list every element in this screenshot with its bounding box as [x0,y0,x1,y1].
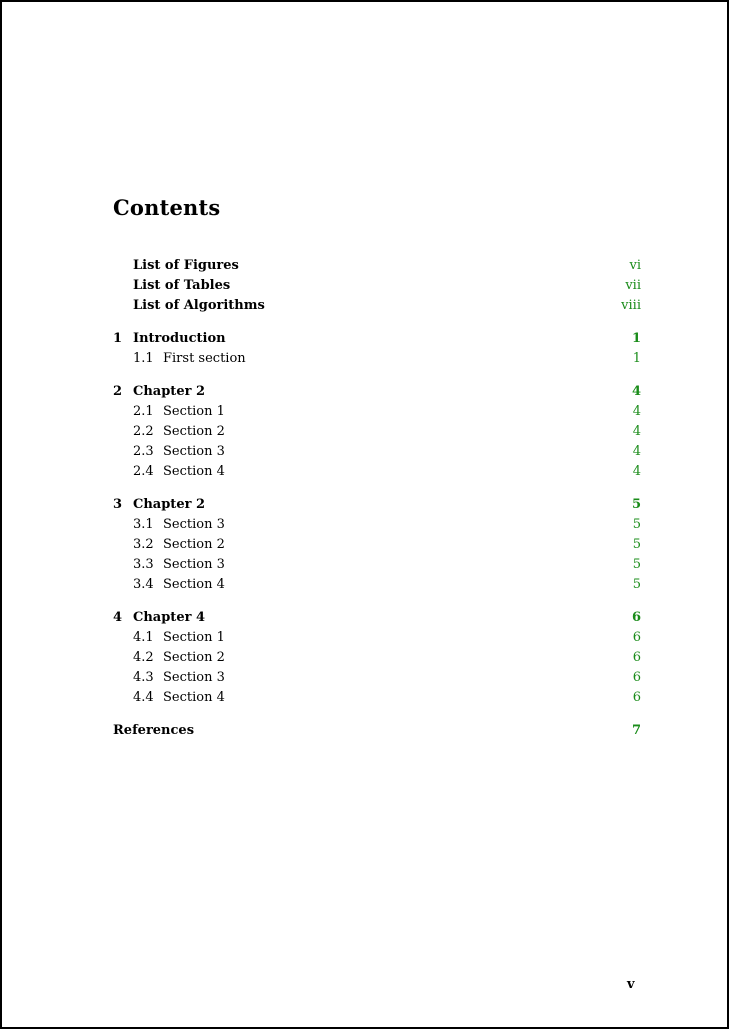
section-title: Section 4 [163,690,225,705]
section-title: Section 4 [163,464,225,479]
toc-page-link[interactable]: 4 [632,404,641,419]
toc-page-link[interactable]: 5 [632,537,641,552]
section-title: Section 3 [163,557,225,572]
toc-section-1-1[interactable] [113,349,641,369]
section-title: Section 2 [163,424,225,439]
toc-section-4-3[interactable] [113,668,641,688]
section-number: 4.1 [133,630,154,645]
toc-section-2-3[interactable] [113,442,641,462]
chapter-number: 2 [113,384,123,399]
toc-section-4-4[interactable] [113,688,641,708]
toc-entry-label: List of Algorithms [133,298,265,313]
toc-page-link[interactable]: 6 [631,610,641,625]
toc-section-4-2[interactable] [113,648,641,668]
toc-section-4-1[interactable] [113,628,641,648]
chapter-title: Chapter 2 [133,497,206,512]
section-title: Section 2 [163,537,225,552]
section-title: First section [163,351,246,366]
toc-page-link[interactable]: 5 [632,517,641,532]
toc-page-link[interactable]: 4 [632,464,641,479]
section-number: 2.2 [133,424,154,439]
page-number: v [627,977,635,992]
section-number: 1.1 [133,351,154,366]
toc-page-link[interactable]: 5 [631,497,641,512]
toc-entry-label: List of Tables [133,278,231,293]
toc-page-link[interactable]: 1 [632,351,641,366]
toc-page-link[interactable]: 1 [631,331,641,346]
chapter-title: Chapter 4 [133,610,206,625]
toc-page-link[interactable]: 6 [632,690,641,705]
section-number: 3.4 [133,577,154,592]
toc-page-link[interactable]: 4 [631,384,641,399]
section-title: Section 4 [163,577,225,592]
section-title: Section 3 [163,670,225,685]
section-number: 2.4 [133,464,154,479]
toc-page-link[interactable]: 4 [632,444,641,459]
toc-entry-list-of-algorithms[interactable] [113,296,641,316]
chapter-title: Introduction [133,331,226,346]
page-title: Contents [113,195,221,220]
section-title: Section 1 [163,630,225,645]
section-title: Section 2 [163,650,225,665]
chapter-number: 1 [113,331,123,346]
toc-page-link[interactable]: 4 [632,424,641,439]
toc-section-2-1[interactable] [113,402,641,422]
toc-section-3-1[interactable] [113,515,641,535]
toc-section-3-2[interactable] [113,535,641,555]
section-title: Section 3 [163,444,225,459]
section-number: 3.3 [133,557,154,572]
chapter-number: 4 [113,610,123,625]
section-number: 2.3 [133,444,154,459]
toc-section-3-4[interactable] [113,575,641,595]
toc-page-link[interactable]: 5 [632,577,641,592]
toc-page-link[interactable]: 5 [632,557,641,572]
toc-chapter-2[interactable] [113,382,641,402]
toc-section-3-3[interactable] [113,555,641,575]
section-number: 3.2 [133,537,154,552]
toc-section-2-2[interactable] [113,422,641,442]
toc-chapter-3[interactable] [113,495,641,515]
section-title: Section 3 [163,517,225,532]
toc-page-link[interactable]: 6 [632,630,641,645]
toc-entry-list-of-tables[interactable] [113,276,641,296]
toc-page-link[interactable]: viii [621,298,641,313]
toc-entry-label: List of Figures [133,258,239,273]
section-number: 2.1 [133,404,154,419]
toc-chapter-1[interactable] [113,329,641,349]
toc-references[interactable] [113,721,641,741]
chapter-title: Chapter 2 [133,384,206,399]
toc-chapter-4[interactable] [113,608,641,628]
chapter-number: 3 [113,497,123,512]
toc-page-link[interactable]: 6 [632,670,641,685]
table-of-contents [113,256,641,741]
toc-page-link[interactable]: 6 [632,650,641,665]
section-number: 4.3 [133,670,154,685]
toc-page-link[interactable]: vi [629,258,641,273]
toc-page-link[interactable]: vii [625,278,641,293]
section-title: Section 1 [163,404,225,419]
toc-page-link[interactable]: 7 [631,723,641,738]
toc-section-2-4[interactable] [113,462,641,482]
section-number: 4.2 [133,650,154,665]
section-number: 4.4 [133,690,154,705]
references-title: References [113,723,195,738]
toc-entry-list-of-figures[interactable] [113,256,641,276]
section-number: 3.1 [133,517,154,532]
